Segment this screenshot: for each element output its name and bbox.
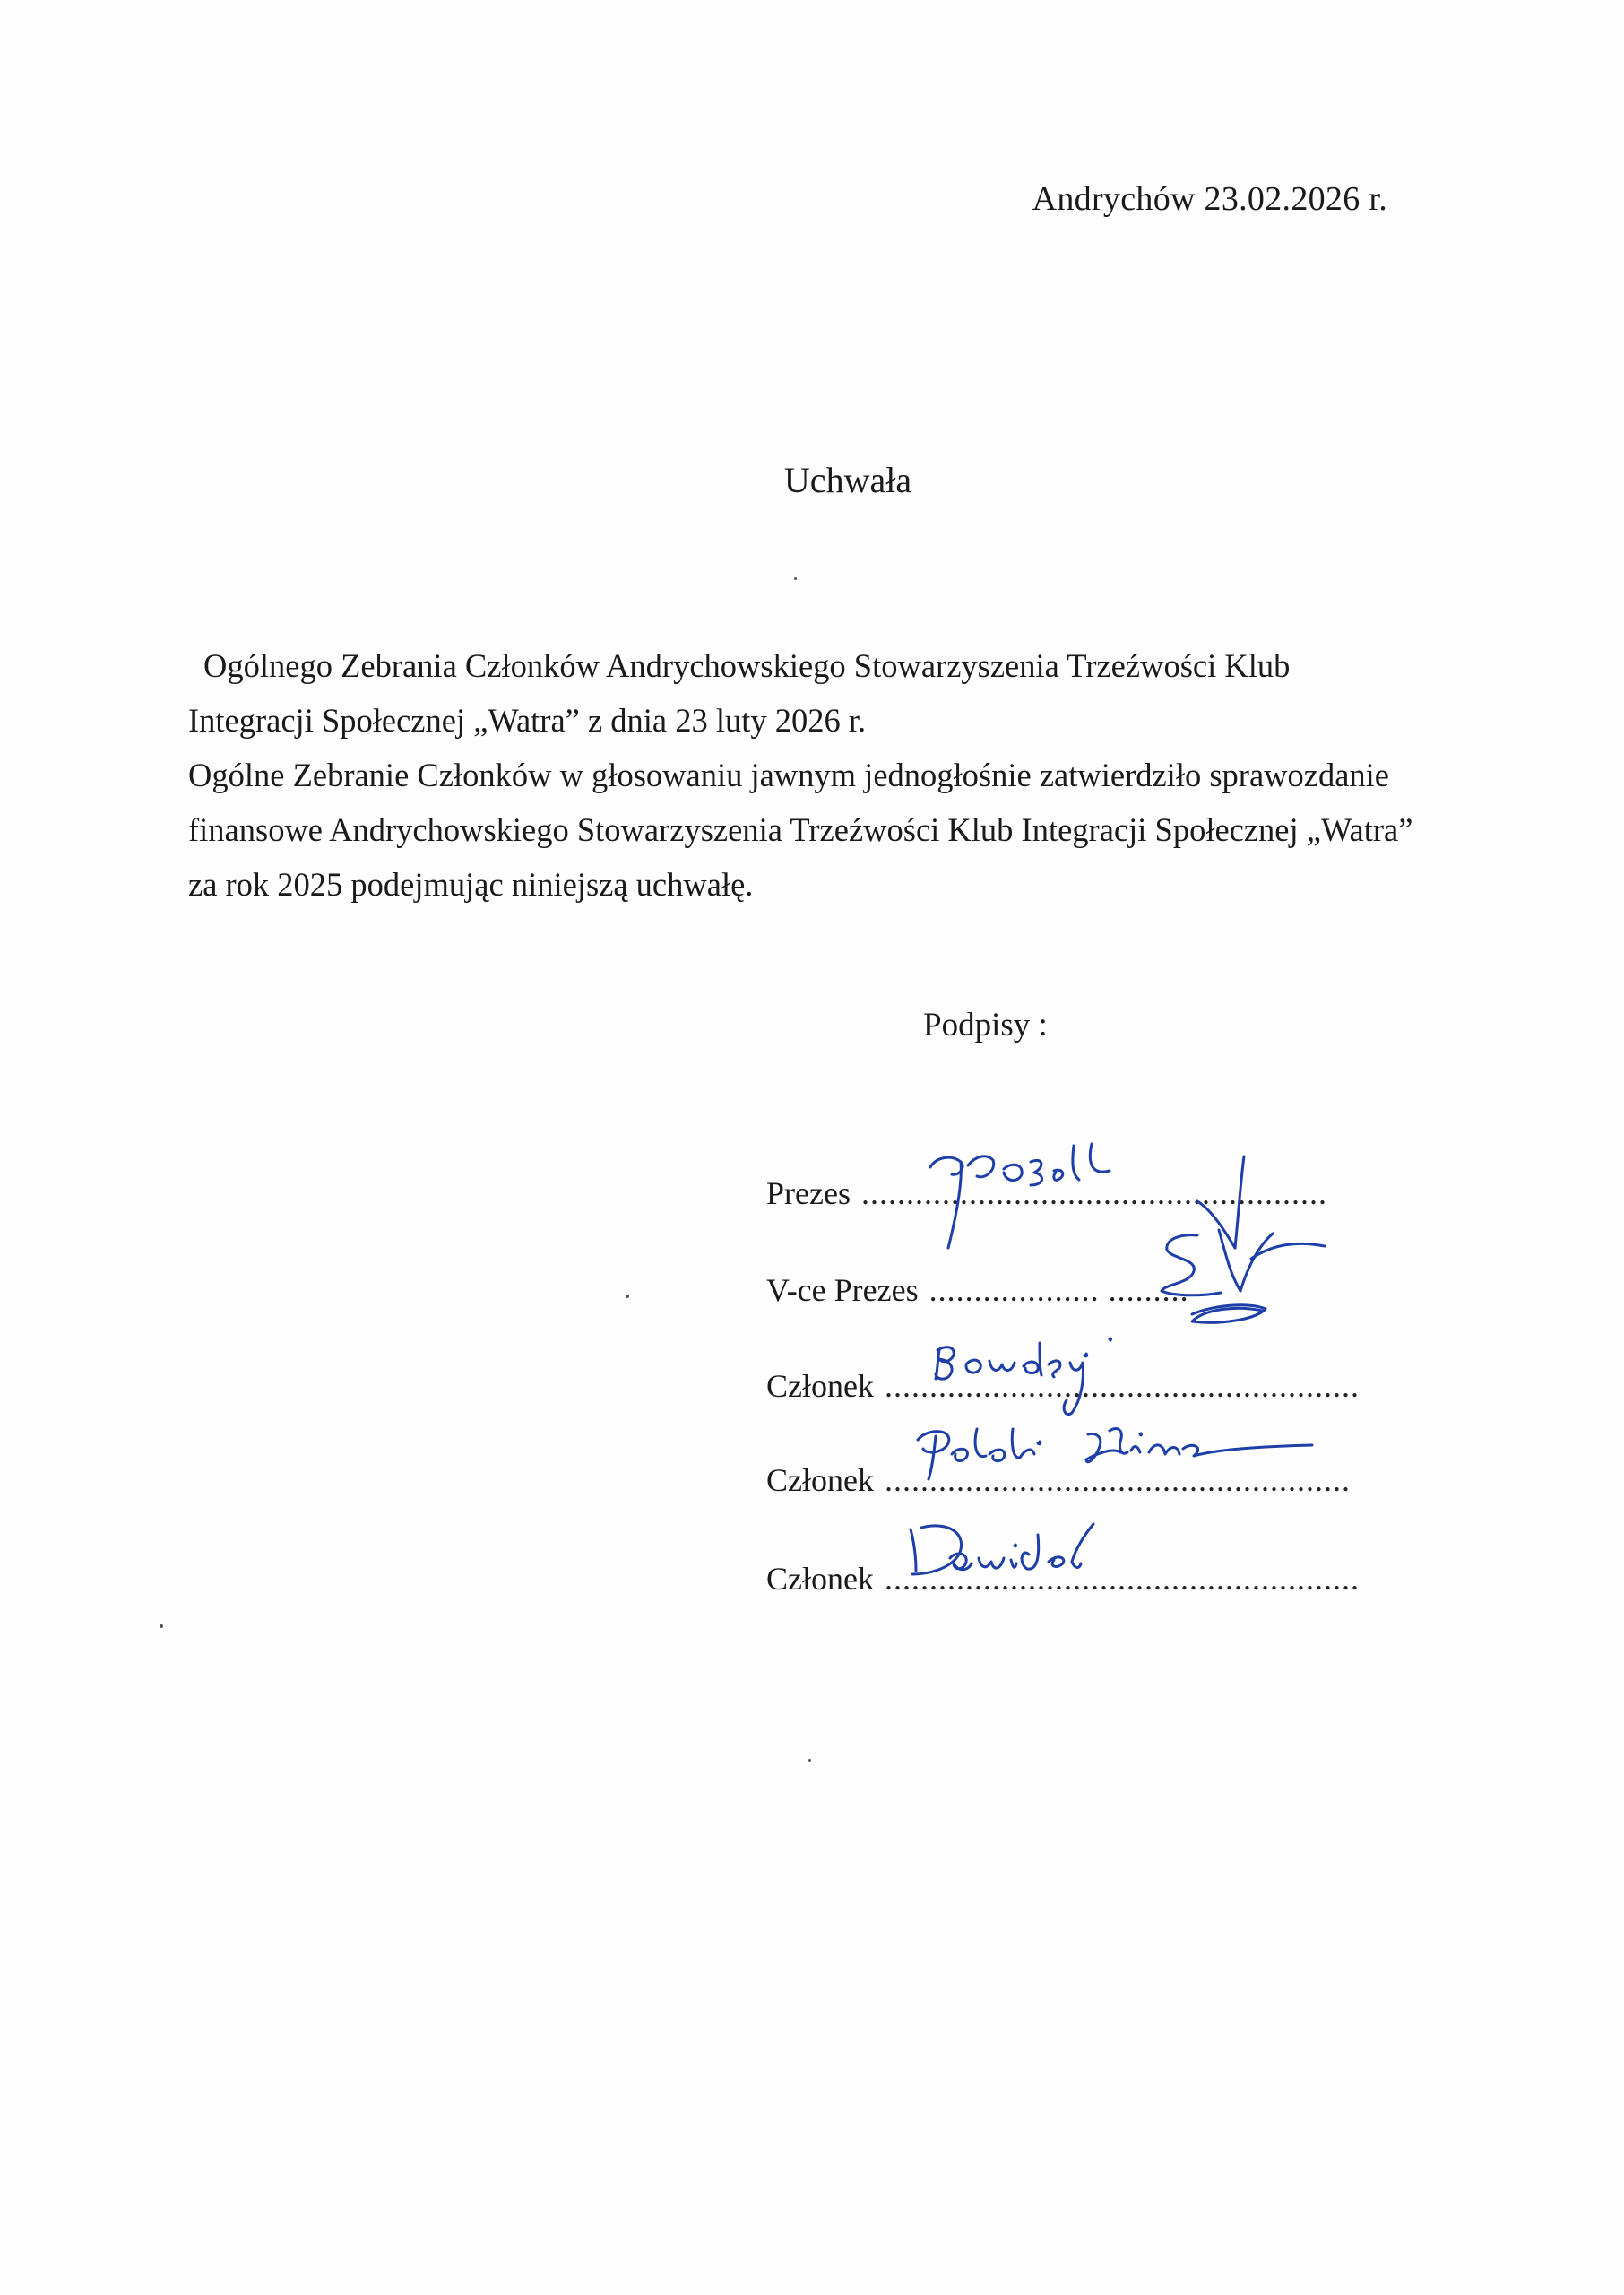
scan-speck: [160, 1624, 163, 1628]
resolution-body: [188, 638, 1443, 912]
body-line-2: Integracji Społecznej „Watra” z dnia 23 luty 2026 r.: [188, 702, 867, 739]
signature-role: Prezes: [766, 1175, 851, 1211]
signature-row-member-2: [766, 1461, 1351, 1499]
body-line-3: Ogólne Zebranie Członków w głosowaniu jawnym jednogłośnie zatwierdziło sprawozdanie: [188, 757, 1390, 793]
signature-row-president: [766, 1174, 1327, 1212]
signature-role: Członek: [766, 1368, 874, 1404]
signature-dots: ....................................................: [860, 1175, 1327, 1211]
signatures-label: Podpisy :: [923, 1007, 1048, 1044]
scan-speck: [626, 1295, 629, 1298]
signature-row-member-3: [766, 1560, 1360, 1598]
signature-dots: .....................................................: [884, 1368, 1360, 1404]
signature-role: Członek: [766, 1462, 874, 1498]
signature-row-member-1: [766, 1367, 1360, 1405]
body-line-1: Ogólnego Zebrania Członków Andrychowskiego Stowarzyszenia Trzeźwości Klub: [203, 647, 1291, 684]
document-title: Uchwała: [783, 460, 912, 500]
signature-dots: ................... .........: [929, 1272, 1189, 1308]
body-line-5: za rok 2025 podejmując niniejszą uchwałę.: [188, 866, 754, 903]
place-date: Andrychów 23.02.2026 r.: [1032, 180, 1387, 218]
signature-role: V-ce Prezes: [766, 1272, 919, 1308]
body-line-4: finansowe Andrychowskiego Stowarzyszenia Trzeźwości Klub Integracji Społecznej „Watra”: [188, 811, 1413, 848]
scan-speck: [808, 1759, 811, 1762]
signature-role: Członek: [766, 1561, 874, 1597]
scan-speck: [794, 577, 797, 580]
signature-row-vice-president: [766, 1271, 1189, 1309]
signature-dots: ....................................................: [884, 1462, 1351, 1498]
signature-dots: .....................................................: [884, 1561, 1360, 1597]
